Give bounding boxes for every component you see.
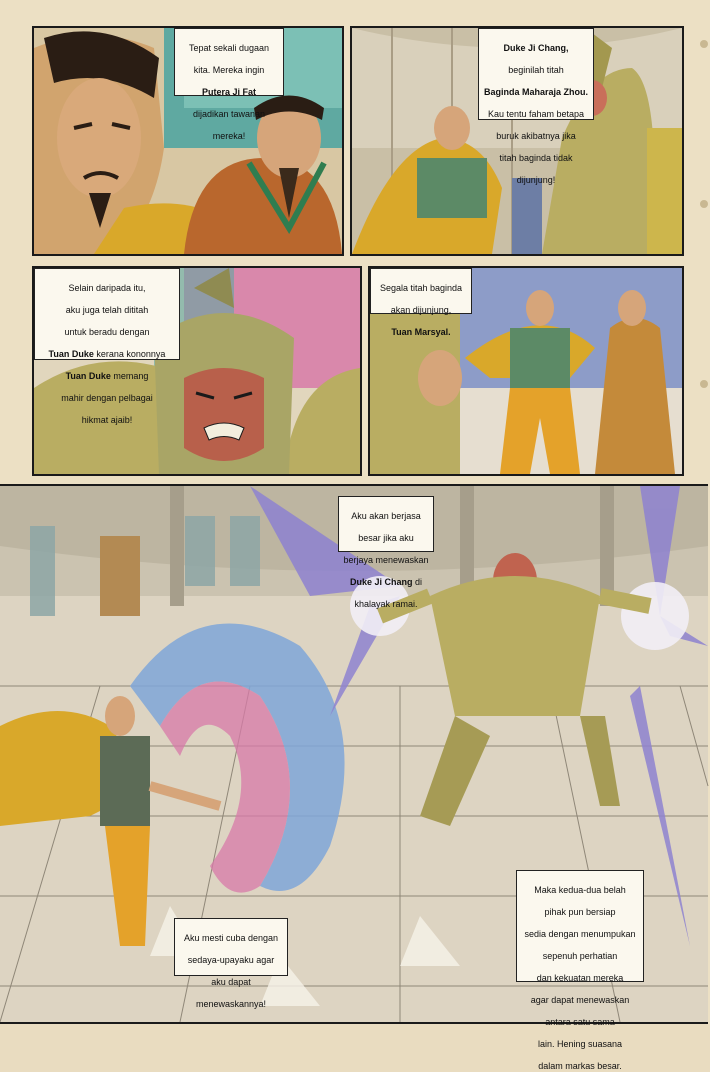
caption-box-2	[478, 28, 594, 185]
caption-line: aku dapat	[211, 977, 251, 987]
binder-hole	[700, 380, 708, 388]
panel-5	[0, 484, 708, 1071]
caption-line: Tuan Duke kerana kononnya	[48, 349, 166, 359]
caption-line: dalam markas besar.	[538, 1061, 622, 1071]
caption-line: agar dapat menewaskan	[530, 995, 630, 1005]
panel-2	[350, 26, 684, 256]
panel-4	[368, 266, 684, 476]
caption-line: Tepat sekali dugaan	[188, 43, 270, 53]
caption-line: akan dijunjung,	[390, 305, 452, 315]
caption-line: pihak pun bersiap	[544, 907, 616, 917]
caption-line: Baginda Maharaja Zhou.	[483, 87, 588, 97]
caption-line: Tuan Duke memang	[65, 371, 149, 381]
caption-line: besar jika aku	[358, 533, 414, 543]
caption-line: Maka kedua-dua belah	[534, 885, 626, 895]
caption-line: Duke Ji Chang,	[503, 43, 569, 53]
binder-hole	[700, 40, 708, 48]
caption-line: dijunjung!	[516, 175, 556, 185]
binder-hole	[700, 200, 708, 208]
caption-line: mereka!	[212, 131, 246, 141]
caption-line: sedaya-upayaku agar	[187, 955, 275, 965]
caption-line: hikmat ajaib!	[81, 415, 133, 425]
caption-box-3	[34, 268, 180, 425]
caption-box-5b	[174, 918, 288, 1009]
caption-line: Aku mesti cuba dengan	[183, 933, 279, 943]
caption-line: aku juga telah dititah	[65, 305, 149, 315]
caption-box-5a	[338, 496, 434, 609]
caption-line: antara satu sama	[545, 1017, 615, 1027]
caption-line: untuk beradu dengan	[64, 327, 150, 337]
panel-3	[32, 266, 362, 476]
caption-line: Selain daripada itu,	[68, 283, 146, 293]
caption-line: Putera Ji Fat	[201, 87, 257, 97]
caption-line: mahir dengan pelbagai	[61, 393, 153, 403]
caption-line: sepenuh perhatian	[542, 951, 618, 961]
caption-line: dan kekuatan mereka	[536, 973, 624, 983]
caption-line: titah baginda tidak	[499, 153, 573, 163]
caption-line: Tuan Marsyal.	[391, 327, 451, 337]
caption-line: Duke Ji Chang di	[349, 577, 423, 587]
caption-line: dijadikan tawanan	[192, 109, 266, 119]
caption-box-1	[174, 28, 284, 141]
caption-line: menewaskannya!	[195, 999, 267, 1009]
caption-line: sedia dengan menumpukan	[524, 929, 636, 939]
caption-line: Aku akan berjasa	[351, 511, 421, 521]
caption-line: buruk akibatnya jika	[496, 131, 576, 141]
caption-line: berjaya menewaskan	[343, 555, 429, 565]
caption-box-5c	[516, 870, 644, 1071]
caption-line: Segala titah baginda	[379, 283, 463, 293]
panel-1	[32, 26, 344, 256]
caption-line: kita. Mereka ingin	[193, 65, 265, 75]
caption-box-4	[370, 268, 472, 337]
caption-line: beginilah titah	[508, 65, 564, 75]
caption-line: Kau tentu faham betapa	[487, 109, 585, 119]
caption-line: khalayak ramai.	[354, 599, 418, 609]
caption-line: lain. Hening suasana	[537, 1039, 623, 1049]
